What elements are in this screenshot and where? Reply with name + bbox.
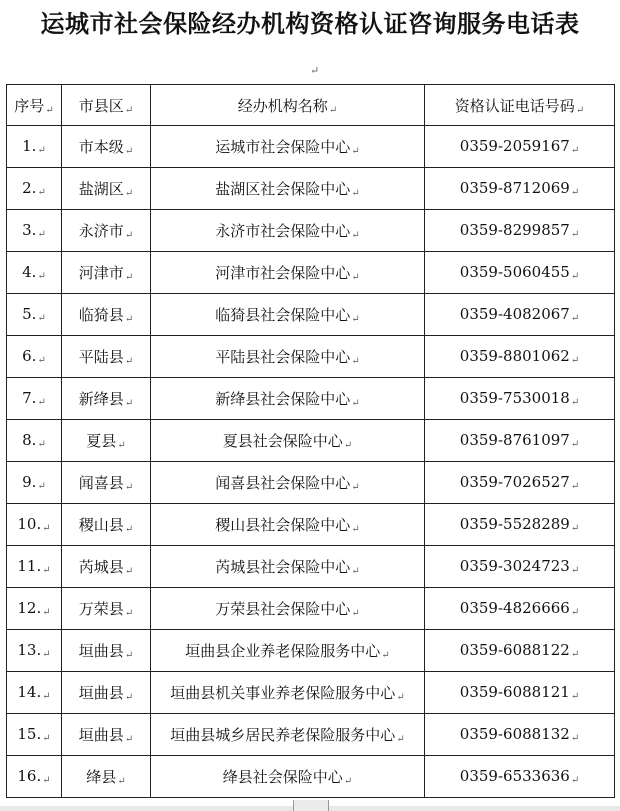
cell-phone [425, 252, 615, 294]
cell-index [7, 252, 62, 294]
cell-agency [151, 210, 425, 252]
cell-agency [151, 462, 425, 504]
cell-mark: ↵ [570, 607, 580, 618]
cell-mark: ↵ [396, 734, 405, 745]
cell-district-text: 绛县 [86, 768, 117, 786]
cell-phone [425, 126, 615, 168]
cell-index-text: 14. [17, 683, 42, 701]
cell-index [7, 420, 62, 462]
table-row [7, 714, 615, 756]
cell-mark: ↵ [396, 692, 405, 703]
cell-mark: ↵ [37, 397, 46, 408]
table-row [7, 336, 615, 378]
cell-mark: ↵ [351, 398, 360, 409]
cell-index-text: 2. [22, 179, 37, 197]
cell-agency-text: 夏县社会保险中心 [222, 432, 343, 450]
cell-mark: ↵ [570, 523, 580, 534]
cell-mark: ↵ [124, 104, 134, 116]
cell-phone-text: 0359-2059167 [459, 137, 570, 155]
cell-agency [151, 546, 425, 588]
cell-district [62, 336, 151, 378]
cell-index [7, 672, 62, 714]
cell-district-text: 盐湖区 [78, 180, 124, 198]
cell-mark: ↵ [124, 188, 134, 199]
cell-mark: ↵ [45, 104, 54, 116]
cell-mark: ↵ [343, 776, 353, 787]
cell-agency-text: 平陆县社会保险中心 [215, 348, 351, 366]
cell-district [62, 672, 151, 714]
cell-mark: ↵ [37, 271, 46, 282]
cell-index [7, 210, 62, 252]
cell-district-text: 临猗县 [78, 306, 124, 324]
cell-phone [425, 546, 615, 588]
cell-mark: ↵ [37, 355, 46, 366]
cell-mark: ↵ [570, 145, 580, 156]
cell-mark: ↵ [42, 523, 51, 534]
cell-agency-text: 绛县社会保险中心 [222, 768, 343, 786]
cell-phone [425, 714, 615, 756]
header-agency [151, 85, 425, 126]
cell-mark: ↵ [570, 355, 580, 366]
header-district [62, 85, 151, 126]
table-body [7, 126, 615, 798]
table-row [7, 756, 615, 798]
cell-district [62, 588, 151, 630]
cell-mark: ↵ [124, 566, 134, 577]
cell-phone-text: 0359-8299857 [459, 221, 570, 239]
cell-agency [151, 294, 425, 336]
cell-phone [425, 672, 615, 714]
header-label: 资格认证电话号码 [454, 96, 575, 115]
cell-index-text: 3. [22, 221, 37, 239]
cell-mark: ↵ [570, 229, 580, 240]
cell-agency-text: 万荣县社会保险中心 [215, 600, 351, 618]
cell-index [7, 336, 62, 378]
cell-mark: ↵ [42, 691, 51, 702]
cell-mark: ↵ [328, 104, 338, 116]
cell-mark: ↵ [124, 230, 134, 241]
cell-agency [151, 756, 425, 798]
cell-index [7, 714, 62, 756]
cell-district-text: 闻喜县 [78, 474, 124, 492]
cell-phone-text: 0359-8712069 [459, 179, 570, 197]
cell-phone-text: 0359-3024723 [459, 557, 570, 575]
cell-mark: ↵ [575, 104, 585, 116]
cell-mark: ↵ [343, 440, 353, 451]
cell-district-text: 垣曲县 [78, 684, 124, 702]
cell-mark: ↵ [351, 482, 360, 493]
cell-phone-text: 0359-8801062 [459, 347, 570, 365]
cell-index-text: 12. [17, 599, 42, 617]
cell-mark: ↵ [124, 314, 134, 325]
table-row [7, 672, 615, 714]
header-index [7, 85, 62, 126]
cell-index [7, 462, 62, 504]
cell-district [62, 378, 151, 420]
cell-mark: ↵ [37, 187, 46, 198]
table-row [7, 252, 615, 294]
cell-mark: ↵ [351, 566, 360, 577]
cell-mark: ↵ [37, 145, 46, 156]
cell-agency [151, 126, 425, 168]
table-row [7, 630, 615, 672]
cell-mark: ↵ [351, 272, 360, 283]
cell-agency-text: 垣曲县城乡居民养老保险服务中心 [170, 726, 396, 744]
cell-mark: ↵ [570, 565, 580, 576]
cell-phone [425, 588, 615, 630]
cell-phone-text: 0359-6533636 [459, 767, 570, 785]
cell-phone-text: 0359-7026527 [459, 473, 570, 491]
cell-mark: ↵ [124, 734, 134, 745]
cell-mark: ↵ [42, 649, 51, 660]
cell-agency-text: 运城市社会保险中心 [215, 138, 351, 156]
cell-phone-text: 0359-4082067 [459, 305, 570, 323]
cell-mark: ↵ [124, 146, 134, 157]
cell-phone [425, 630, 615, 672]
cell-phone [425, 462, 615, 504]
cell-agency-text: 新绛县社会保险中心 [215, 390, 351, 408]
cell-index-text: 15. [17, 725, 42, 743]
cell-index-text: 9. [22, 473, 37, 491]
cell-phone [425, 756, 615, 798]
table-row [7, 126, 615, 168]
cell-index [7, 294, 62, 336]
cell-mark: ↵ [124, 608, 134, 619]
cell-index-text: 11. [17, 557, 42, 575]
table-row [7, 420, 615, 462]
cell-mark: ↵ [124, 356, 134, 367]
cell-mark: ↵ [42, 565, 51, 576]
cell-mark: ↵ [42, 733, 51, 744]
cell-agency [151, 588, 425, 630]
cell-district-text: 芮城县 [78, 558, 124, 576]
cell-district [62, 756, 151, 798]
cell-district [62, 210, 151, 252]
cell-district-text: 垣曲县 [78, 726, 124, 744]
cell-index-text: 10. [17, 515, 42, 533]
cell-agency [151, 168, 425, 210]
contact-table [6, 84, 615, 798]
cell-mark: ↵ [570, 187, 580, 198]
cell-mark: ↵ [37, 313, 46, 324]
cell-mark: ↵ [117, 440, 126, 451]
cell-phone-text: 0359-6088121 [459, 683, 570, 701]
cell-mark: ↵ [351, 608, 360, 619]
cell-agency [151, 672, 425, 714]
header-row [7, 85, 615, 126]
cell-district-text: 平陆县 [78, 348, 124, 366]
cell-mark: ↵ [117, 776, 126, 787]
cell-mark: ↵ [124, 482, 134, 493]
cell-district-text: 永济市 [78, 222, 124, 240]
cell-phone [425, 504, 615, 546]
cell-phone [425, 168, 615, 210]
cell-phone-text: 0359-6088132 [459, 725, 570, 743]
cell-agency-text: 芮城县社会保险中心 [215, 558, 351, 576]
cell-mark: ↵ [570, 649, 580, 660]
cell-mark: ↵ [124, 524, 134, 535]
cell-district [62, 252, 151, 294]
cell-district [62, 462, 151, 504]
cell-agency [151, 420, 425, 462]
cell-index-text: 8. [22, 431, 37, 449]
cell-mark: ↵ [570, 775, 580, 786]
cell-district [62, 546, 151, 588]
cell-phone [425, 336, 615, 378]
cell-index-text: 1. [22, 137, 37, 155]
cell-district-text: 万荣县 [78, 600, 124, 618]
cell-index [7, 126, 62, 168]
cell-phone-text: 0359-6088122 [459, 641, 570, 659]
table-row [7, 462, 615, 504]
table-row [7, 294, 615, 336]
cell-index [7, 630, 62, 672]
cell-mark: ↵ [37, 229, 46, 240]
header-label: 序号 [14, 96, 45, 115]
cell-mark: ↵ [124, 650, 134, 661]
cell-mark: ↵ [42, 607, 51, 618]
cell-index [7, 546, 62, 588]
cell-district [62, 420, 151, 462]
cell-district [62, 126, 151, 168]
cell-agency-text: 稷山县社会保险中心 [215, 516, 351, 534]
cell-phone [425, 294, 615, 336]
cell-phone-text: 0359-5528289 [459, 515, 570, 533]
cell-district [62, 168, 151, 210]
cell-mark: ↵ [351, 314, 360, 325]
cell-agency-text: 垣曲县机关事业养老保险服务中心 [170, 684, 396, 702]
cell-agency [151, 630, 425, 672]
cell-agency-text: 永济市社会保险中心 [215, 222, 351, 240]
cell-agency-text: 盐湖区社会保险中心 [215, 180, 351, 198]
cell-district-text: 河津市 [78, 264, 124, 282]
cell-index-text: 5. [22, 305, 37, 323]
cell-phone-text: 0359-5060455 [459, 263, 570, 281]
header-label: 经办机构名称 [237, 96, 328, 115]
cell-phone-text: 0359-4826666 [459, 599, 570, 617]
cell-index [7, 756, 62, 798]
cell-index [7, 588, 62, 630]
cell-agency [151, 504, 425, 546]
cell-district-text: 稷山县 [78, 516, 124, 534]
document-title: 运城市社会保险经办机构资格认证咨询服务电话表 [40, 10, 580, 38]
table-row [7, 168, 615, 210]
cell-index [7, 168, 62, 210]
cell-mark: ↵ [351, 230, 360, 241]
cell-agency [151, 336, 425, 378]
table-row [7, 504, 615, 546]
table-row [7, 378, 615, 420]
cell-mark: ↵ [381, 650, 390, 661]
cell-mark: ↵ [124, 692, 134, 703]
cell-agency-text: 河津市社会保险中心 [215, 264, 351, 282]
cell-mark: ↵ [351, 356, 360, 367]
cell-mark: ↵ [570, 313, 580, 324]
cell-agency [151, 378, 425, 420]
cell-phone [425, 210, 615, 252]
cell-agency [151, 714, 425, 756]
header-phone [425, 85, 615, 126]
cell-index-text: 13. [17, 641, 42, 659]
cell-mark: ↵ [570, 439, 580, 450]
cell-mark: ↵ [570, 733, 580, 744]
cell-district [62, 504, 151, 546]
cell-phone-text: 0359-8761097 [459, 431, 570, 449]
cell-mark: ↵ [570, 691, 580, 702]
cell-agency-text: 临猗县社会保险中心 [215, 306, 351, 324]
cell-district-text: 新绛县 [78, 390, 124, 408]
cell-district [62, 630, 151, 672]
cell-phone-text: 0359-7530018 [459, 389, 570, 407]
cell-phone [425, 378, 615, 420]
cell-mark: ↵ [570, 271, 580, 282]
table-row [7, 588, 615, 630]
cell-mark: ↵ [351, 146, 360, 157]
paragraph-mark: ↵ [310, 64, 320, 77]
cell-mark: ↵ [42, 775, 51, 786]
column-marker[interactable] [293, 800, 329, 811]
cell-index-text: 16. [17, 767, 42, 785]
cell-district [62, 714, 151, 756]
cell-mark: ↵ [124, 398, 134, 409]
cell-district-text: 垣曲县 [78, 642, 124, 660]
cell-mark: ↵ [124, 272, 134, 283]
header-label: 市县区 [78, 96, 124, 115]
cell-mark: ↵ [351, 524, 360, 535]
cell-mark: ↵ [37, 439, 46, 450]
cell-index-text: 7. [22, 389, 37, 407]
cell-index [7, 378, 62, 420]
cell-district [62, 294, 151, 336]
cell-phone [425, 420, 615, 462]
cell-district-text: 夏县 [86, 432, 117, 450]
cell-mark: ↵ [351, 188, 360, 199]
cell-district-text: 市本级 [78, 138, 124, 156]
cell-mark: ↵ [570, 397, 580, 408]
cell-agency [151, 252, 425, 294]
cell-index [7, 504, 62, 546]
cell-index-text: 4. [22, 263, 37, 281]
cell-agency-text: 垣曲县企业养老保险服务中心 [185, 642, 381, 660]
cell-mark: ↵ [37, 481, 46, 492]
table-row [7, 546, 615, 588]
cell-mark: ↵ [570, 481, 580, 492]
cell-index-text: 6. [22, 347, 37, 365]
table-row [7, 210, 615, 252]
cell-agency-text: 闻喜县社会保险中心 [215, 474, 351, 492]
